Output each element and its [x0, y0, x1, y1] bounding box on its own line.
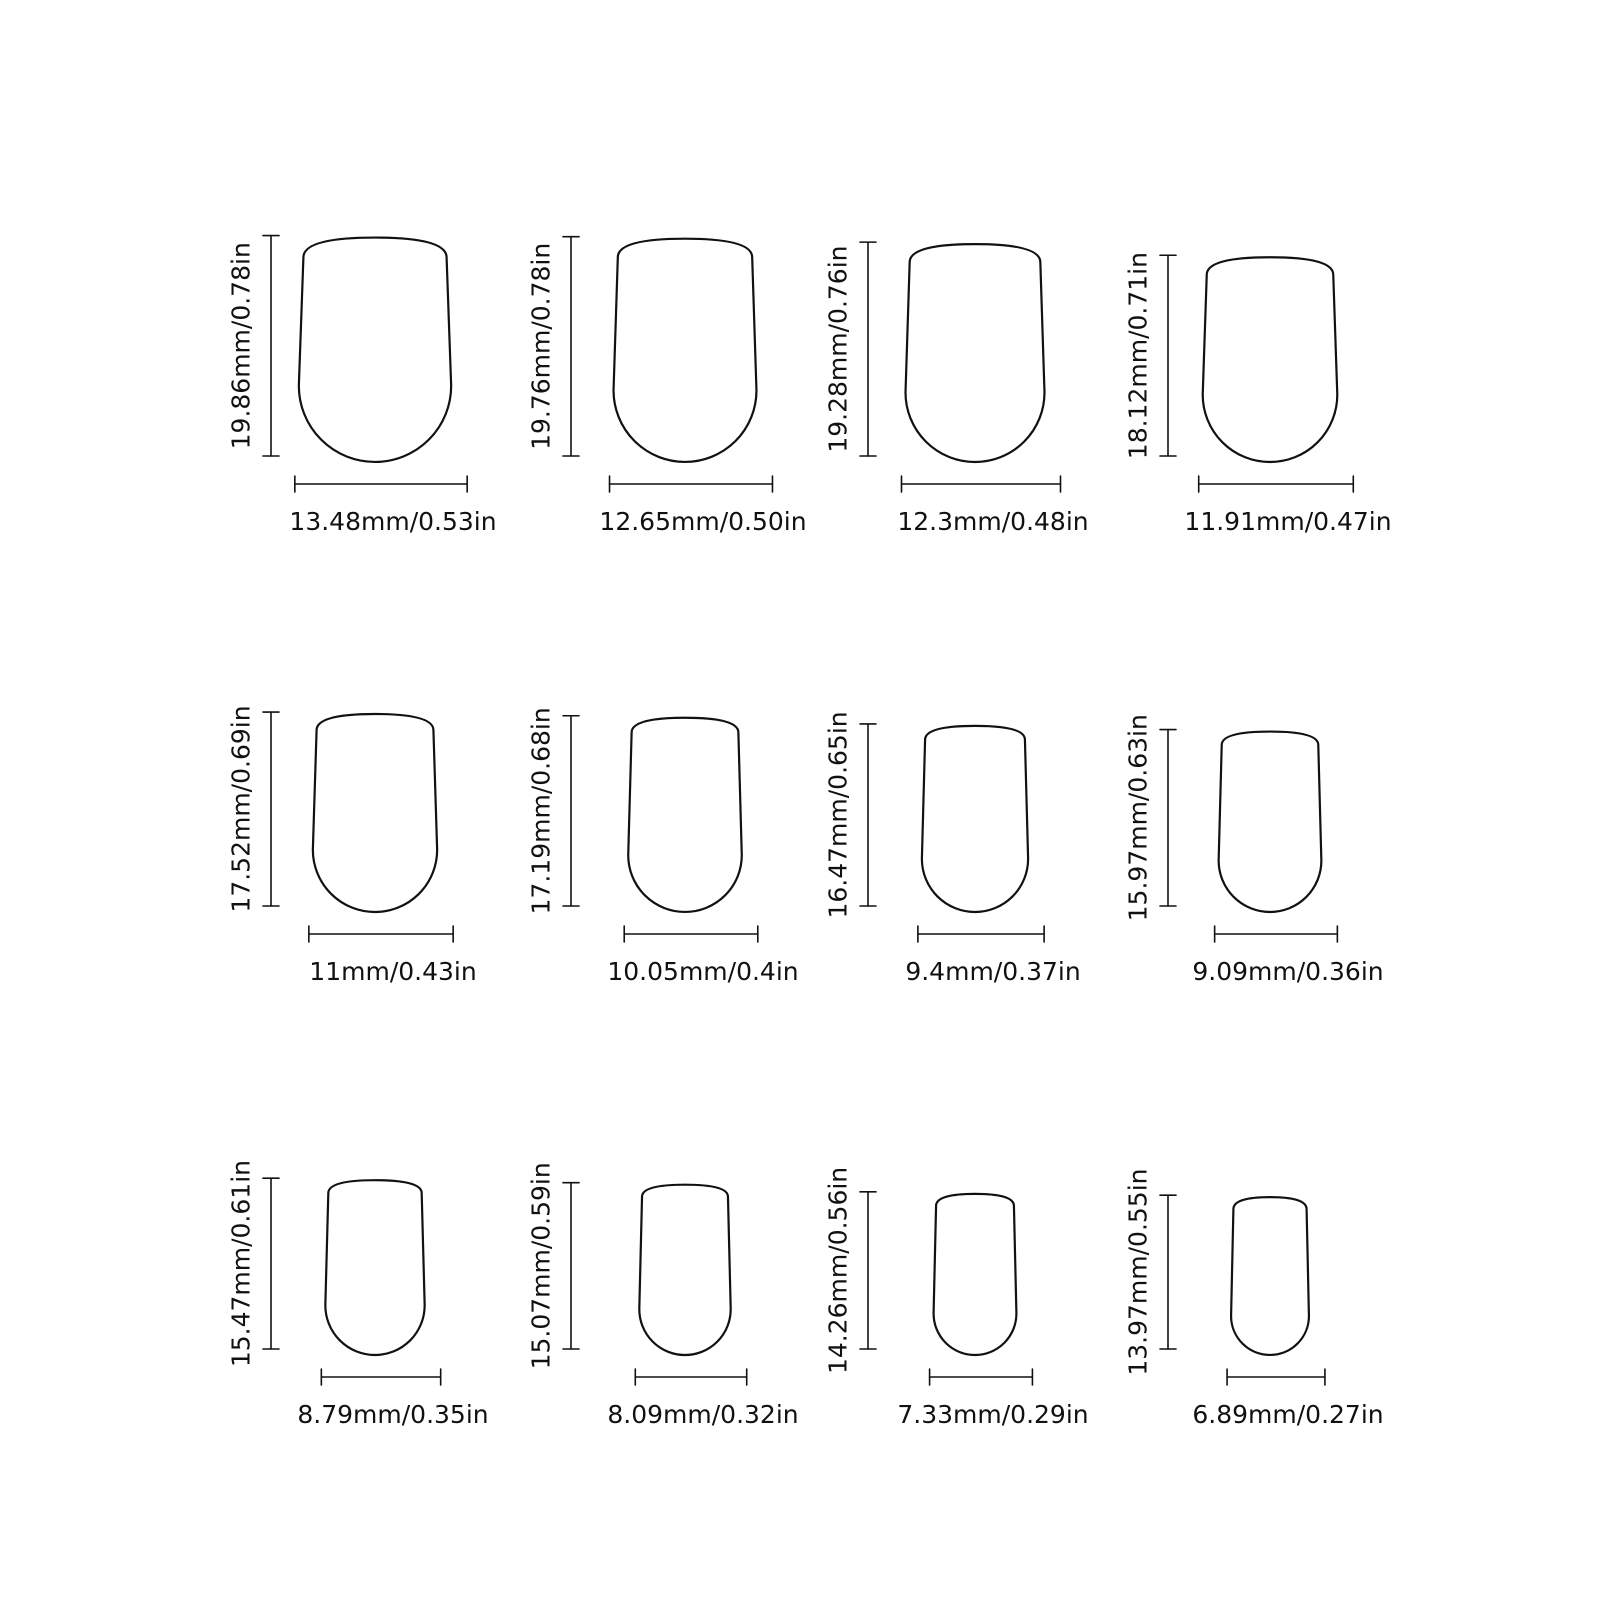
nail-shape-6	[628, 718, 742, 912]
height-label-3: 19.28mm/0.76in	[823, 245, 853, 453]
width-label-12: 6.89mm/0.27in	[1192, 1400, 1384, 1429]
height-label-4: 18.12mm/0.71in	[1123, 252, 1153, 460]
nail-shape-5	[313, 714, 437, 912]
height-label-1: 19.86mm/0.78in	[226, 242, 256, 450]
width-label-2: 12.65mm/0.50in	[599, 507, 807, 536]
height-label-5: 17.52mm/0.69in	[226, 705, 256, 913]
nail-shape-2	[614, 239, 757, 462]
nail-shape-4	[1203, 257, 1338, 462]
height-label-6: 17.19mm/0.68in	[526, 707, 556, 915]
width-label-8: 9.09mm/0.36in	[1192, 957, 1384, 986]
width-label-7: 9.4mm/0.37in	[905, 957, 1081, 986]
height-label-2: 19.76mm/0.78in	[526, 242, 556, 450]
nail-shape-7	[922, 726, 1028, 912]
height-label-11: 14.26mm/0.56in	[823, 1166, 853, 1375]
nail-shape-1	[299, 238, 451, 462]
width-label-5: 11mm/0.43in	[309, 957, 477, 986]
nail-shape-3	[906, 244, 1045, 462]
width-label-11: 7.33mm/0.29in	[897, 1400, 1089, 1429]
height-label-12: 13.97mm/0.55in	[1123, 1168, 1153, 1376]
height-label-7: 16.47mm/0.65in	[823, 711, 853, 919]
width-label-3: 12.3mm/0.48in	[897, 507, 1089, 536]
height-label-8: 15.97mm/0.63in	[1123, 714, 1153, 922]
height-label-9: 15.47mm/0.61in	[226, 1160, 256, 1368]
nail-shape-12	[1231, 1197, 1309, 1355]
width-label-1: 13.48mm/0.53in	[289, 507, 497, 536]
width-label-9: 8.79mm/0.35in	[297, 1400, 489, 1429]
width-label-6: 10.05mm/0.4in	[607, 957, 799, 986]
width-label-10: 8.09mm/0.32in	[607, 1400, 799, 1429]
height-label-10: 15.07mm/0.59in	[526, 1162, 556, 1370]
nail-shape-8	[1219, 732, 1322, 912]
nail-shape-9	[325, 1180, 424, 1355]
nail-shape-10	[639, 1185, 730, 1355]
width-label-4: 11.91mm/0.47in	[1184, 507, 1392, 536]
nail-shape-11	[934, 1194, 1017, 1355]
